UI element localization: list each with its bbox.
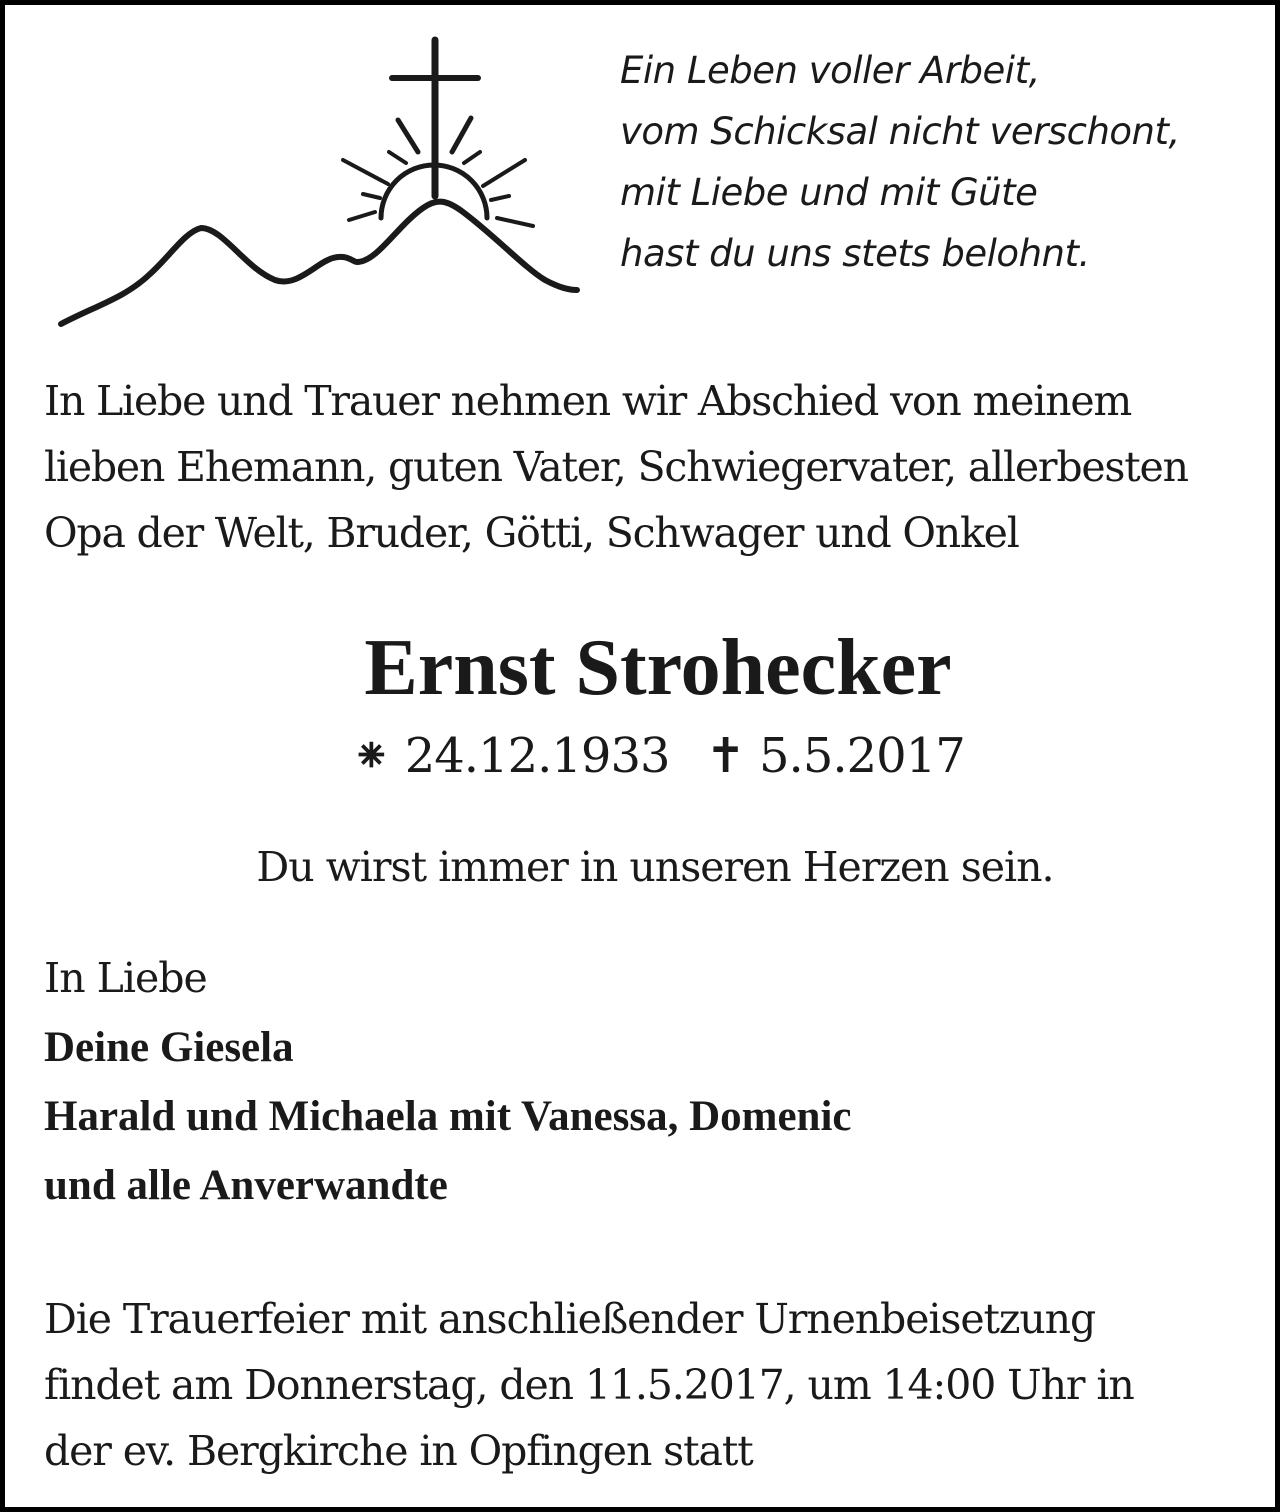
death-date: 5.5.2017 bbox=[759, 728, 965, 784]
ceremony-notice bbox=[44, 1286, 1264, 1484]
mourner-name: Harald und Michaela mit Vanessa, Domenic bbox=[44, 1093, 852, 1140]
life-dates bbox=[0, 725, 1280, 787]
birth-date: 24.12.1933 bbox=[404, 728, 670, 784]
memorial-quote: Du wirst immer in unseren Herzen sein. bbox=[256, 843, 1054, 891]
poem-line: hast du uns stets belohnt. bbox=[620, 232, 1090, 275]
poem bbox=[620, 40, 1260, 284]
poem-line: mit Liebe und mit Güte bbox=[620, 171, 1038, 214]
intro-paragraph bbox=[44, 368, 1269, 566]
mourner-name: und alle Anverwandte bbox=[44, 1162, 448, 1209]
deceased-name: Ernst Strohecker bbox=[364, 624, 952, 712]
cross-on-mountain-with-sunrise-icon bbox=[55, 36, 585, 332]
poem-line: vom Schicksal nicht verschont, bbox=[620, 110, 1180, 153]
poem-line: Ein Leben voller Arbeit, bbox=[620, 49, 1040, 92]
ceremony-line: findet am Donnerstag, den 11.5.2017, um 14:00 Uhr in bbox=[44, 1361, 1134, 1409]
intro-line: lieben Ehemann, guten Vater, Schwiegervater, allerbesten bbox=[44, 443, 1188, 491]
birth-star-icon: ⁕ bbox=[351, 728, 391, 784]
mourner-name: Deine Giesela bbox=[44, 1024, 294, 1071]
ceremony-line: Die Trauerfeier mit anschließender Urnenbeisetzung bbox=[44, 1295, 1096, 1343]
intro-line: In Liebe und Trauer nehmen wir Abschied von meinem bbox=[44, 377, 1132, 425]
signoff-greeting: In Liebe bbox=[44, 954, 207, 1002]
death-cross-icon: ✝ bbox=[705, 728, 745, 784]
ceremony-line: der ev. Bergkirche in Opfingen statt bbox=[44, 1427, 753, 1475]
intro-line: Opa der Welt, Bruder, Götti, Schwager und Onkel bbox=[44, 509, 1019, 557]
mourners-signoff bbox=[44, 944, 1244, 1220]
